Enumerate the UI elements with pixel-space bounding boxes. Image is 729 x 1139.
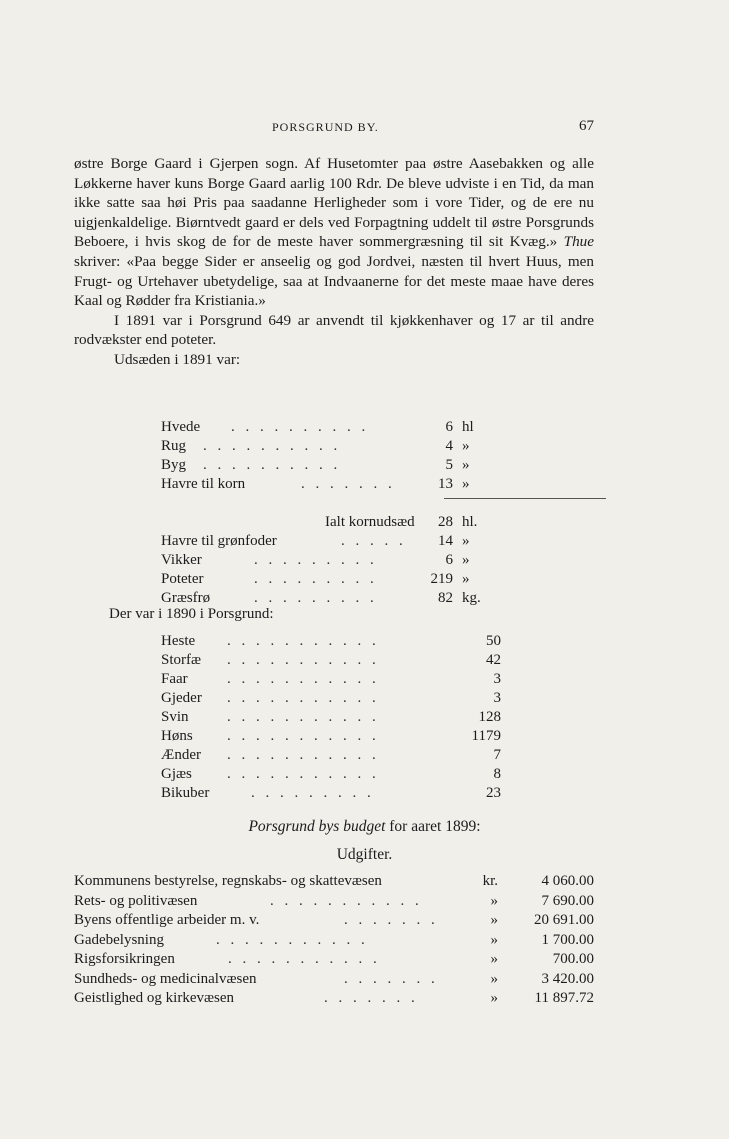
list-item: Græsfrø . . . . . . . . . 82 kg. — [161, 590, 481, 606]
table-row: Byens offentlige arbeider m. v. . . . . . . . » 20 691.00 — [74, 912, 594, 928]
list-item: Rug . . . . . . . . . . 4 » — [161, 438, 470, 454]
body-text — [74, 154, 594, 370]
table-row: Gadebelysning . . . . . . . . . . . » 1 700.00 — [74, 931, 594, 948]
table-row: Geistlighed og kirkevæsen . . . . . . . » 11 897.72 — [74, 990, 594, 1006]
list-item: Vikker . . . . . . . . . 6 » — [161, 552, 470, 568]
total-row: Ialt kornudsæd 28 hl. — [325, 514, 478, 530]
leader-dots: . . . . . . . . . . . — [228, 951, 381, 967]
leader-dots: . . . . . . . — [324, 990, 419, 1006]
budget-title: Porsgrund bys budget for aaret 1899: — [248, 818, 481, 835]
table-row: Rets- og politivæsen . . . . . . . . . . . » 7 690.00 — [74, 892, 594, 909]
list-item: Havre til korn . . . . . . . 13 » — [161, 476, 470, 492]
leader-dots: . . . . . . . . . — [254, 590, 378, 606]
author-name: Thue — [563, 233, 594, 251]
paragraph-1: østre Borge Gaard i Gjerpen sogn. Af Husetomter paa østre Aasebakken og alle Løkkerne haver kuns Borge Gaard aarlig 100 Rdr. De bleve udviste i en Tid, da man ikke satte saa høi Pris paa saadanne Herligheder som i vore Tider, og de ere nu uigjenkaldelige. Biørntvedt gaard er dels ved Forpagtning uddelt til østre Porsgrunds Beboere, i hvis skog de for de meste haver sommergræsning til sit Kvæg.» Thue skriver: «Paa begge Sider er anseelig og god Jordvei, næsten til hvert Huus, men Frugt- og Urtehaver ubetydelige, saa at Indvaanerne for det meste maae have deres Kaal og Rødder fra Kristiania.» — [74, 155, 594, 310]
list-item: Ænder . . . . . . . . . . . 7 — [161, 747, 501, 763]
leader-dots: . . . . . . . . . . . — [227, 690, 380, 706]
leader-dots: . . . . . . . . . — [251, 785, 375, 801]
paragraph-2: I 1891 var i Porsgrund 649 ar anvendt til kjøkkenhaver og 17 ar til andre rodvækster end poteter. — [74, 311, 594, 349]
budget-subtitle: Udgifter. — [336, 846, 393, 863]
list-item: Faar . . . . . . . . . . . 3 — [161, 671, 501, 687]
page-number: 67 — [579, 118, 594, 134]
leader-dots: . . . . . . . . . . . — [227, 766, 380, 782]
list-item: Storfæ . . . . . . . . . . . 42 — [161, 652, 501, 668]
leader-dots: . . . . . . . . . . — [203, 457, 341, 473]
leader-dots: . . . . . . . — [301, 476, 396, 492]
leader-dots: . . . . . . . . . . . — [216, 931, 369, 948]
table-row: Kommunens bestyrelse, regnskabs- og skattevæsen kr. 4 060.00 — [74, 873, 594, 889]
leader-dots: . . . . . . . . . . . — [227, 652, 380, 668]
list-item: Byg . . . . . . . . . . 5 » — [161, 457, 470, 473]
leader-dots: . . . . . . . . . . . — [227, 671, 380, 687]
list-item: Høns . . . . . . . . . . . 1179 — [161, 728, 501, 744]
budget-table — [74, 872, 594, 1009]
list-item: Havre til grønfoder . . . . . 14 » — [161, 533, 470, 549]
leader-dots: . . . . . . . . . . . — [227, 709, 380, 725]
animals-intro: Der var i 1890 i Porsgrund: — [109, 606, 274, 622]
list-item: Bikuber . . . . . . . . . 23 — [161, 785, 501, 801]
leader-dots: . . . . . . . . . — [254, 571, 378, 587]
leader-dots: . . . . . . . . . — [254, 552, 378, 568]
leader-dots: . . . . . . . . . . . — [227, 633, 380, 649]
animals-list — [161, 632, 501, 803]
running-title: PORSGRUND BY. — [272, 120, 379, 134]
leader-dots: . . . . . . . . . . . — [227, 728, 380, 744]
leader-dots: . . . . . . . . . . . — [270, 892, 423, 909]
leader-dots: . . . . . . . — [344, 912, 439, 928]
table-row: Rigsforsikringen . . . . . . . . . . . » 700.00 — [74, 951, 594, 967]
list-item: Hvede . . . . . . . . . . 6 hl — [161, 419, 474, 435]
page-header — [74, 118, 594, 138]
sum-rule — [444, 498, 606, 499]
list-item: Svin . . . . . . . . . . . 128 — [161, 709, 501, 725]
leader-dots: . . . . . . . . . . . — [227, 747, 380, 763]
list-item: Gjæs . . . . . . . . . . . 8 — [161, 766, 501, 782]
leader-dots: . . . . . . . . . . — [231, 419, 369, 435]
leader-dots: . . . . . — [341, 533, 407, 549]
list-item: Heste . . . . . . . . . . . 50 — [161, 633, 501, 649]
leader-dots: . . . . . . . — [344, 970, 439, 987]
paragraph-3: Udsæden i 1891 var: — [114, 350, 241, 368]
list-item: Poteter . . . . . . . . . 219 » — [161, 571, 470, 587]
leader-dots: . . . . . . . . . . — [203, 438, 341, 454]
table-row: Sundheds- og medicinalvæsen . . . . . . . » 3 420.00 — [74, 970, 594, 987]
list-item: Gjeder . . . . . . . . . . . 3 — [161, 690, 501, 706]
crops-list — [161, 418, 501, 608]
